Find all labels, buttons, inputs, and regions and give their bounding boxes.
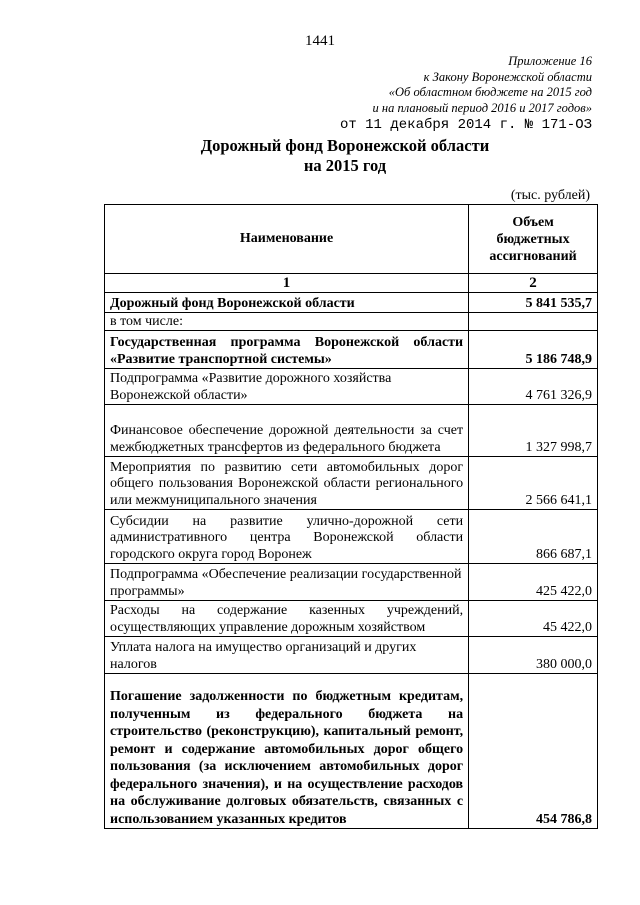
table-row [105, 293, 598, 313]
row-amount: 425 422,0 [469, 564, 598, 601]
row-name: Уплата налога на имущество организаций и других налогов [105, 637, 469, 674]
column-number: 2 [469, 274, 598, 293]
document-title [0, 136, 640, 176]
row-amount: 866 687,1 [469, 510, 598, 564]
header-amount-line: бюджетных [496, 231, 570, 247]
row-name: Расходы на содержание казенных учреждений, осуществляющих управление дорожным хозяйством [105, 601, 469, 637]
column-number-row [105, 274, 598, 293]
row-name: Подпрограмма «Обеспечение реализации государственной программы» [105, 564, 469, 601]
row-amount: 5 841 535,7 [469, 293, 598, 313]
table-row [105, 674, 598, 829]
row-name: Погашение задолженности по бюджетным кредитам, полученным из федерального бюджета на строительство (реконструкцию), капитальный ремонт, ремонт и содержание автомобильных дорог общего пользования (за исключением автомобильных дорог федерального значения), и на осуществление расходов на обслуживание долговых обязательств, связанных с использованием указанных кредитов [105, 674, 469, 829]
row-amount: 454 786,8 [469, 674, 598, 829]
table-row [105, 510, 598, 564]
row-name: Дорожный фонд Воронежской области [105, 293, 469, 313]
title-line: Дорожный фонд Воронежской области [200, 136, 490, 155]
table-row [105, 457, 598, 510]
table-row [105, 313, 598, 331]
law-date-number-stamp: от 11 декабря 2014 г. № 171-ОЗ [339, 117, 592, 133]
row-amount [469, 313, 598, 331]
row-amount: 4 761 326,9 [469, 369, 598, 405]
appendix-line: Приложение 16 [508, 54, 592, 68]
table-row [105, 369, 598, 405]
row-amount: 2 566 641,1 [469, 457, 598, 510]
header-name: Наименование [105, 205, 469, 274]
header-amount-line: Объем [512, 214, 554, 230]
table-row [105, 564, 598, 601]
row-amount: 45 422,0 [469, 601, 598, 637]
table-row [105, 601, 598, 637]
row-amount: 5 186 748,9 [469, 331, 598, 369]
appendix-line: и на плановый период 2016 и 2017 годов» [372, 100, 592, 115]
appendix-line: «Об областном бюджете на 2015 год [388, 85, 592, 99]
table-row [105, 637, 598, 674]
appendix-header [272, 54, 592, 134]
row-name: в том числе: [105, 313, 469, 331]
unit-label: (тыс. рублей) [510, 188, 590, 203]
appendix-line: к Закону Воронежской области [423, 69, 592, 84]
table-row [105, 331, 598, 369]
budget-table [104, 204, 598, 829]
row-name: Подпрограмма «Развитие дорожного хозяйства Воронежской области» [105, 369, 469, 405]
title-line: на 2015 год [303, 156, 387, 175]
row-amount: 380 000,0 [469, 637, 598, 674]
header-amount [469, 205, 598, 274]
row-amount: 1 327 998,7 [469, 405, 598, 457]
header-amount-line: ассигнований [489, 248, 577, 264]
row-name: Государственная программа Воронежской области «Развитие транспортной системы» [105, 331, 469, 369]
row-name: Мероприятия по развитию сети автомобильных дорог общего пользования Воронежской области регионального или межмуниципального значения [105, 457, 469, 510]
table-header-row [105, 205, 598, 274]
row-name: Финансовое обеспечение дорожной деятельности за счет межбюджетных трансфертов из федерального бюджета [105, 405, 469, 457]
row-name: Субсидии на развитие улично-дорожной сети административного центра Воронежской области городского округа город Воронеж [105, 510, 469, 564]
page-number: 1441 [305, 33, 335, 49]
table-row [105, 405, 598, 457]
column-number: 1 [105, 274, 469, 293]
